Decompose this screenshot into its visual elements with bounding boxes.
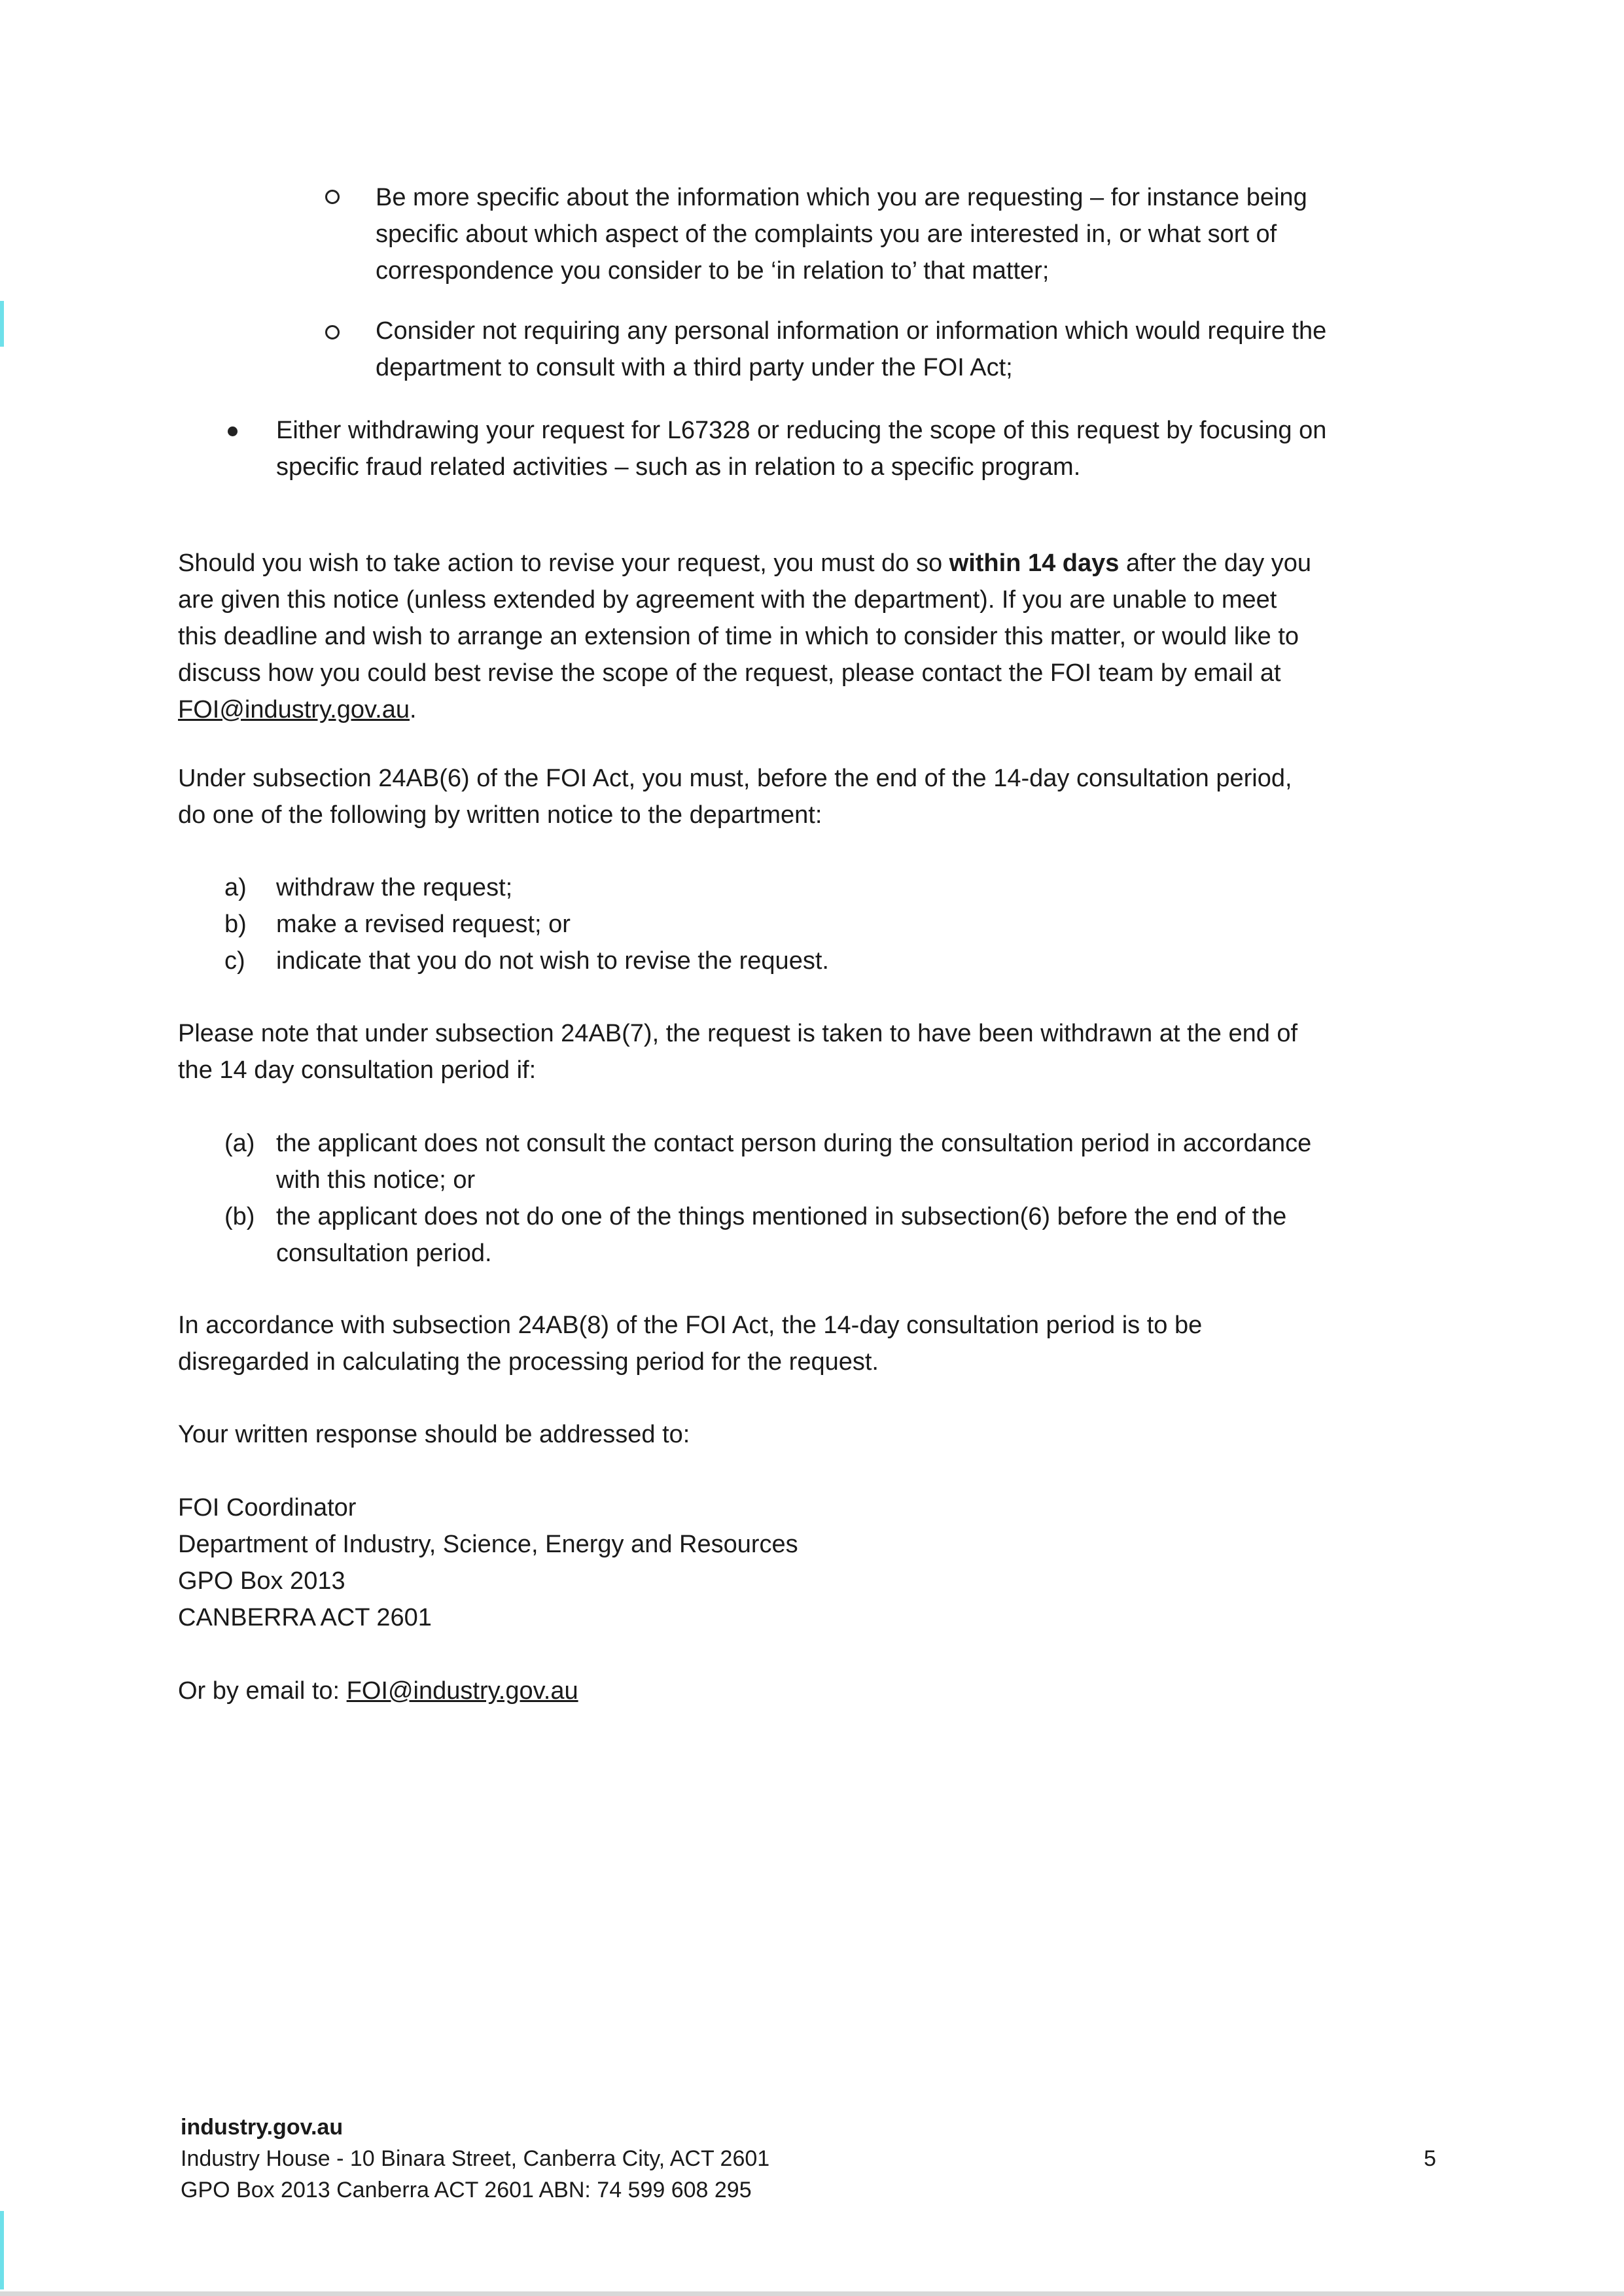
footer-website: industry.gov.au [181,2115,344,2140]
address-intro: Your written response should be addressed to: [178,1421,690,1448]
hollow-circle-bullet-icon [325,325,340,339]
sub-bullet-1: Be more specific about the information which you are requesting – for instance being specific about which aspect of the complaints you are interested in, or what sort of correspondence you consider to be ‘in relation to’ that matter; [376,184,1307,285]
footer-postal-line: GPO Box 2013 Canberra ACT 2601 ABN: 74 599 608 295 [181,2178,752,2202]
footer-address-line: Industry House - 10 Binara Street, Canberra City, ACT 2601 [181,2146,770,2171]
subsection-8-paragraph: In accordance with subsection 24AB(8) of the FOI Act, the 14-day consultation period is to be disregarded in calculating the processing period for the request. [178,1312,1203,1376]
scan-edge-mark [0,2211,4,2289]
option-text: withdraw the request; [276,874,513,901]
email-line: Or by email to: FOI@industry.gov.au [178,1677,578,1705]
scan-bottom-edge [0,2291,1624,2296]
filled-bullet-icon [228,426,238,436]
foi-email-link[interactable]: FOI@industry.gov.au [346,1677,578,1705]
condition-text: the applicant does not do one of the things mentioned in subsection(6) before the end of the consultation period. [276,1203,1287,1267]
option-text: indicate that you do not wish to revise the request. [276,947,829,975]
postal-address: FOI Coordinator Department of Industry, Science, Energy and Resources GPO Box 2013 CANBERRA ACT 2601 [178,1494,798,1631]
option-text: make a revised request; or [276,911,571,938]
condition-text: the applicant does not consult the contact person during the consultation period in accordance with this notice; or [276,1130,1312,1194]
condition-marker: (a) [224,1130,255,1157]
option-marker: b) [224,911,247,938]
sub-bullet-2: Consider not requiring any personal information or information which would require the department to consult with a third party under the FOI Act; [376,317,1327,381]
revise-request-paragraph: Should you wish to take action to revise your request, you must do so within 14 days after the day you are given this notice (unless extended by agreement with the department). If you are unable to meet this deadline and wish to arrange an extension of time in which to consider this matter, or would like to discuss how you could best revise the scope of the request, please contact the FOI team by email at FOI@industry.gov.au. [178,549,1312,723]
subsection-6-paragraph: Under subsection 24AB(6) of the FOI Act, you must, before the end of the 14-day consultation period, do one of the following by written notice to the department: [178,765,1292,829]
bullet-withdraw-or-reduce: Either withdrawing your request for L67328 or reducing the scope of this request by focusing on specific fraud related activities – such as in relation to a specific program. [276,417,1327,481]
option-marker: c) [224,947,245,975]
deadline-emphasis: within 14 days [949,549,1120,577]
foi-email-link[interactable]: FOI@industry.gov.au [178,696,410,723]
page-number: 5 [1424,2146,1436,2171]
scan-edge-mark [0,301,4,347]
subsection-7-paragraph: Please note that under subsection 24AB(7), the request is taken to have been withdrawn at the end of the 14 day consultation period if: [178,1020,1298,1084]
hollow-circle-bullet-icon [325,190,340,204]
condition-marker: (b) [224,1203,255,1230]
option-marker: a) [224,874,247,901]
